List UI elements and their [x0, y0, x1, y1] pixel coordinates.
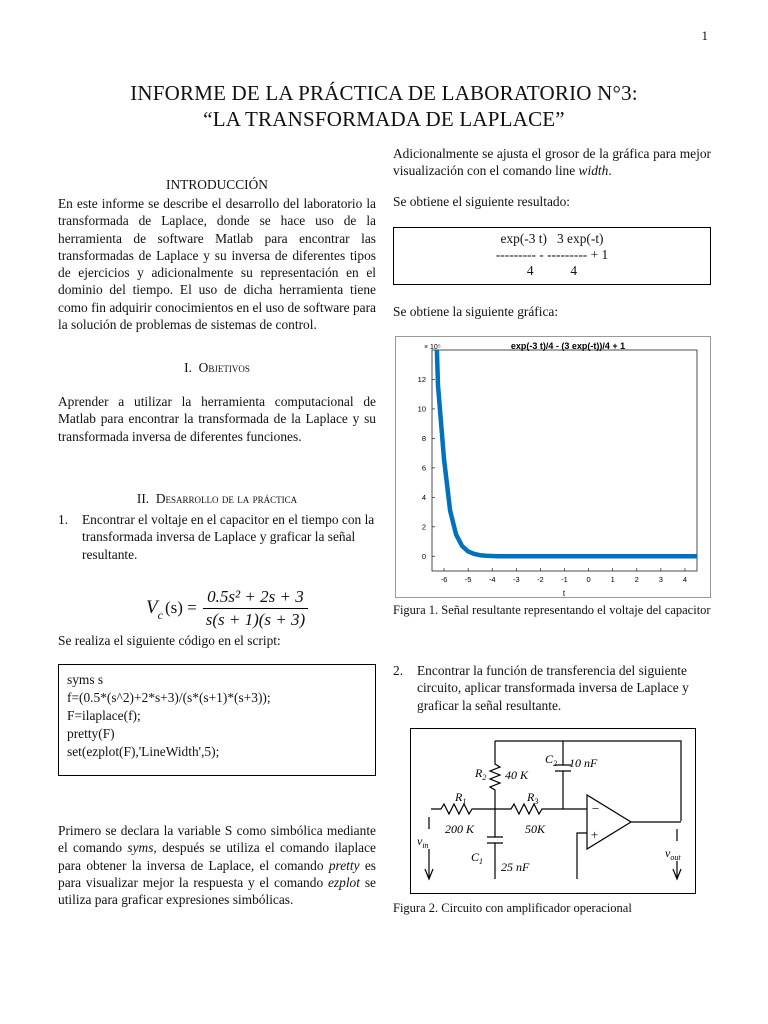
formula-fraction: [203, 587, 308, 630]
code-intro: Se realiza el siguiente código en el script:: [58, 633, 281, 648]
r3-label: $R_3$: [527, 790, 539, 806]
code-line: set(ezplot(F),'LineWidth',5);: [67, 744, 220, 759]
intro-body: En este informe se describe el desarrollo del laboratorio la transformada de Laplace, donde se hace uso de la herramienta de software Matlab para encontrar las transformadas de Laplace y su inversa de diferentes tipos de ejercicios y adicionalmente su representación en el dominio del tiempo. El uso de dicha herramienta tiene como fin adquirir conocimientos en el uso de software para la solución de problemas de sistemas de control.: [58, 196, 376, 333]
x-tick-label: 4: [682, 575, 688, 584]
figure-2-caption: Figura 2. Circuito con amplificador operacional: [393, 901, 632, 915]
grosor-text: Adicionalmente se ajusta el grosor de la gráfica para mejor visualización con el comando line: [393, 146, 711, 179]
list-item-1: [58, 511, 376, 563]
page-number: 1: [701, 28, 708, 43]
chart-multiplier: × 10⁵: [424, 344, 441, 351]
code-line: pretty(F): [67, 726, 115, 741]
plus-wire: [577, 833, 587, 879]
list-item-2: [393, 662, 711, 714]
x-tick-label: 2: [634, 575, 639, 584]
y-tick-label: 12: [417, 374, 426, 384]
objetivos-body: Aprender a utilizar la herramienta computacional de Matlab para encontrar la transformada de la Laplace y su transformada inversa de diferentes funciones.: [58, 394, 376, 444]
result-box: [393, 227, 711, 285]
x-tick-label: 3: [658, 575, 663, 584]
code-line: f=(0.5*(s^2)+2*s+3)/(s*(s+1)*(s+3));: [67, 690, 271, 705]
result-line-3: 4 4: [526, 263, 578, 278]
list-item-text: Encontrar la función de transferencia del siguiente circuito, aplicar transformada inversa de Laplace y graficar la señal resultante.: [417, 663, 689, 713]
circuit-diagram: [411, 729, 695, 893]
r3-value: 50K: [525, 822, 546, 836]
y-tick-label: 6: [421, 463, 426, 473]
c2-value: 10 nF: [569, 756, 598, 770]
x-tick-label: 1: [610, 575, 615, 584]
explain-ezplot: ezplot: [327, 874, 360, 890]
result-line-1: exp(-3 t) 3 exp(-t): [500, 231, 604, 246]
y-tick-label: 8: [421, 433, 426, 443]
resultado-intro: Se obtiene el siguiente resultado:: [393, 194, 571, 209]
explanation-paragraph: [58, 822, 376, 908]
chart: [396, 337, 710, 597]
explain-text: se utiliza para graficar expresiones simbólicas.: [58, 874, 376, 908]
grafica-intro: Se obtiene la siguiente gráfica:: [393, 304, 559, 319]
code-line: F=ilaplace(f);: [67, 708, 141, 723]
r2-resistor: [490, 741, 500, 809]
x-tick-label: 0: [586, 575, 591, 584]
formula-numerator: 0.5s² + 2s + 3: [207, 586, 304, 606]
opamp-plus: +: [590, 827, 599, 842]
y-tick-label: 2: [421, 522, 426, 532]
r2-value: 40 K: [505, 768, 529, 782]
y-tick-label: 10: [417, 404, 426, 414]
explain-text: Primero se declara la variable S como simbólica mediante el comando: [58, 823, 376, 856]
grosor-text: .: [608, 163, 612, 179]
explain-pretty: pretty: [328, 857, 360, 873]
list-item-text: Encontrar el voltaje en el capacitor en el tiempo con la transformada inversa de Laplace y graficar la señal resultante.: [82, 512, 375, 562]
c2-capacitor: [555, 741, 571, 809]
grosor-width: width: [578, 163, 609, 179]
r1-label: $R_1$: [455, 790, 467, 806]
objetivos-numeral: I.: [184, 360, 192, 375]
vout-label: $v_{out}$: [665, 846, 681, 862]
transfer-formula: [146, 586, 308, 630]
objetivos-title: Objetivos: [198, 360, 250, 375]
c1-label: $C_1$: [471, 850, 484, 866]
figure-1: [395, 336, 711, 598]
x-axis-label: t: [562, 589, 566, 597]
x-tick-label: -4: [488, 575, 496, 584]
vin-label: $v_{in}$: [417, 834, 429, 850]
explain-text: , después se utiliza el comando ilaplace para obtener la inversa de Laplace, el comando: [58, 840, 376, 873]
formula-arg: (s) =: [164, 598, 197, 617]
opamp-minus: −: [591, 801, 600, 816]
objetivos-heading: [58, 359, 376, 376]
r1-value: 200 K: [445, 822, 475, 836]
formula-denominator: s(s + 1)(s + 3): [205, 609, 306, 629]
list-item-number: 2.: [393, 663, 404, 678]
x-tick-label: -6: [440, 575, 448, 584]
title-line-2: “LA TRANSFORMADA DE LAPLACE”: [203, 107, 565, 131]
list-item-number: 1.: [58, 512, 69, 527]
desarrollo-title: Desarrollo de la práctica: [155, 491, 298, 506]
y-tick-label: 4: [421, 492, 426, 502]
code-box: [58, 664, 376, 776]
code-line: syms s: [67, 672, 104, 687]
intro-heading: INTRODUCCIÓN: [166, 177, 268, 192]
x-tick-label: -3: [512, 575, 520, 584]
formula-sub: c: [157, 607, 163, 622]
explain-text: es para visualizar mejor la respuesta y el comando: [58, 857, 376, 890]
c2-label: $C_2$: [545, 752, 558, 768]
x-tick-label: -5: [464, 575, 472, 584]
formula-v: V: [146, 597, 158, 618]
desarrollo-heading: [58, 490, 376, 507]
grosor-paragraph: [393, 145, 711, 180]
c1-value: 25 nF: [501, 860, 530, 874]
r3-resistor: [495, 804, 563, 814]
desarrollo-numeral: II.: [136, 491, 150, 506]
figure-2: [410, 728, 696, 894]
r2-label: $R_2$: [475, 766, 487, 782]
result-line-2: --------- - --------- + 1: [495, 247, 609, 262]
explain-syms: syms: [127, 840, 154, 856]
figure-1-caption: Figura 1. Señal resultante representando el voltaje del capacitor: [393, 603, 711, 617]
plot-area: [432, 350, 697, 571]
chart-title: exp(-3 t)/4 - (3 exp(-t))/4 + 1: [510, 341, 626, 351]
x-tick-label: -2: [537, 575, 544, 584]
x-tick-label: -1: [561, 575, 568, 584]
page-title: [0, 80, 768, 132]
title-line-1: INFORME DE LA PRÁCTICA DE LABORATORIO N°3:: [130, 81, 638, 105]
y-tick-label: 0: [421, 551, 426, 561]
